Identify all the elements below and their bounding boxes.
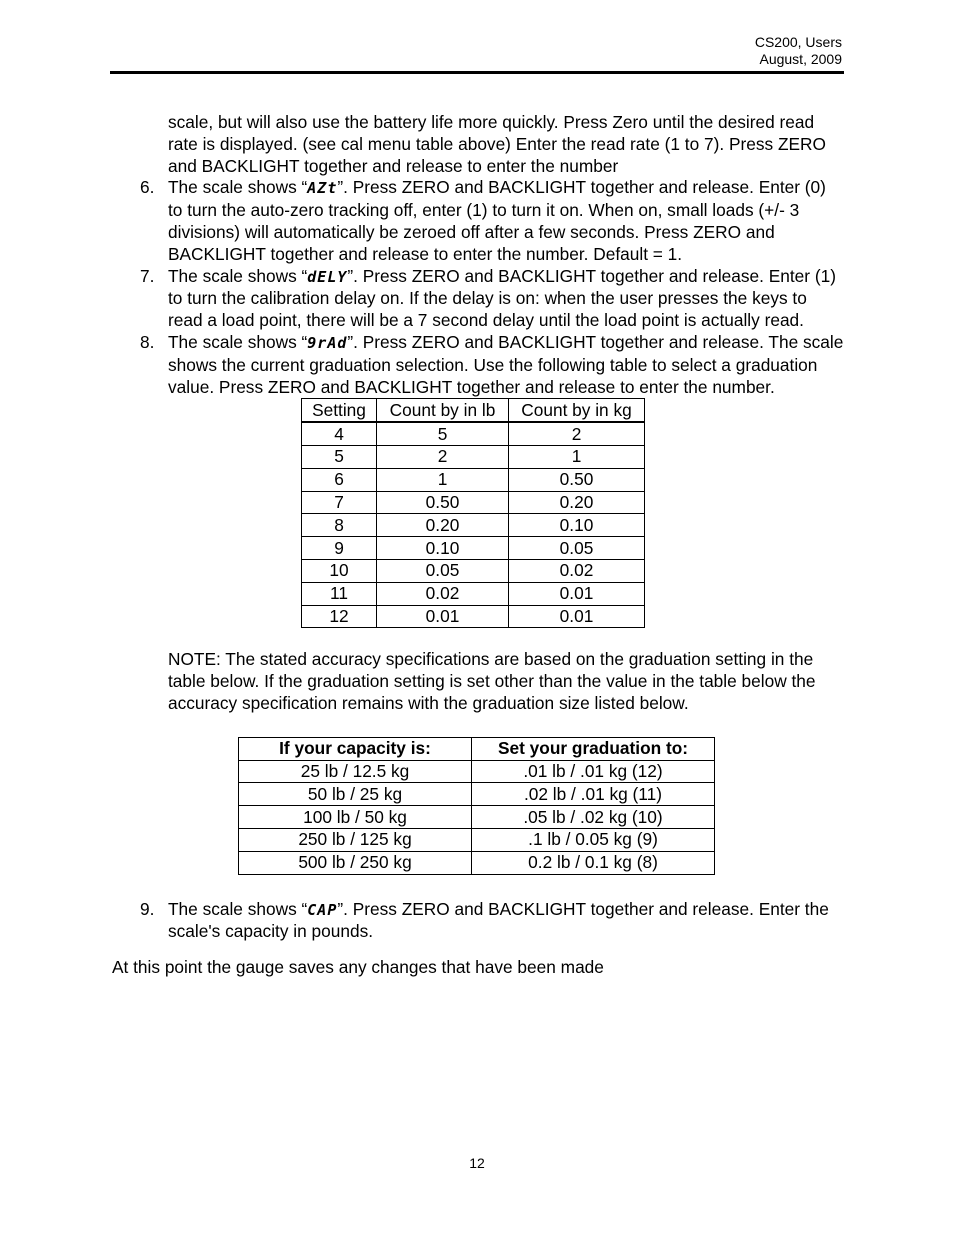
table-cell: .01 lb / .01 kg (12)	[472, 760, 715, 783]
step-text-before: The scale shows “	[168, 177, 308, 198]
table-cell: 0.02	[377, 582, 509, 605]
table-cell: 10	[302, 559, 377, 582]
table-cell: 7	[302, 491, 377, 514]
table-cell: 0.10	[377, 537, 509, 560]
table-row	[302, 422, 645, 445]
table-cell: 4	[302, 422, 377, 445]
page-number: 12	[469, 1155, 485, 1171]
step-6	[140, 177, 844, 265]
table-row	[302, 468, 645, 491]
page-header	[755, 34, 842, 68]
step-number: 6.	[140, 177, 155, 198]
table-cell: 9	[302, 537, 377, 560]
table-cell: 0.01	[509, 582, 645, 605]
table-cell: 0.50	[509, 468, 645, 491]
column-header: Setting	[302, 399, 377, 422]
step-text-after: ”. Press ZERO and BACKLIGHT together and release. Enter (0) to turn the auto-zero tracking off, enter (1) to turn it on. When on, small loads (+/- 3 divisions) will automatically be zeroed off after a few seconds. Press ZERO and BACKLIGHT together and release to enter the number. Default = 1.	[168, 177, 826, 264]
table-cell: 0.02	[509, 559, 645, 582]
table-cell: 0.50	[377, 491, 509, 514]
step-text-before: The scale shows “	[168, 265, 308, 286]
step-number: 8.	[140, 331, 155, 352]
step-text-after: ”. Press ZERO and BACKLIGHT together and release. Enter (1) to turn the calibration delay on. If the delay is on: when the user presses the keys to read a load point, there will be a 7 second delay until the load point is actually read.	[168, 265, 836, 331]
table-row	[302, 537, 645, 560]
step-9	[140, 898, 844, 944]
table-row	[302, 445, 645, 468]
table-cell: 0.2 lb / 0.1 kg (8)	[472, 851, 715, 874]
column-header: Set your graduation to:	[472, 737, 715, 760]
step-number: 9.	[140, 898, 155, 919]
table-header-row	[302, 399, 645, 422]
page-content	[112, 112, 844, 979]
table-cell: 50 lb / 25 kg	[239, 783, 472, 806]
table-cell: .02 lb / .01 kg (11)	[472, 783, 715, 806]
header-doc-title: CS200, Users	[754, 34, 842, 50]
column-header: Count by in lb	[377, 399, 509, 422]
table-cell: 100 lb / 50 kg	[239, 806, 472, 829]
capacity-table	[238, 737, 715, 875]
header-date: August, 2009	[759, 51, 842, 67]
table-row	[302, 514, 645, 537]
table-cell: 0.20	[377, 514, 509, 537]
table-row	[302, 582, 645, 605]
table-cell: 0.05	[377, 559, 509, 582]
step-text-after: ”. Press ZERO and BACKLIGHT together and release. Enter the scale's capacity in pounds.	[168, 898, 829, 942]
lcd-code: CAP	[307, 900, 338, 919]
table-cell: 1	[377, 468, 509, 491]
lcd-code: dELY	[307, 267, 348, 286]
closing-paragraph: At this point the gauge saves any changes that have been made	[112, 957, 604, 978]
table-row	[302, 491, 645, 514]
note-paragraph: NOTE: The stated accuracy specifications are based on the graduation setting in the table below. If the graduation setting is set other than the value in the table below the accuracy specification remains with the graduation size listed below.	[168, 649, 816, 713]
table-row	[302, 605, 645, 628]
intro-paragraph: scale, but will also use the battery life more quickly. Press Zero until the desired read rate is displayed. (see cal menu table above) Enter the read rate (1 to 7). Press ZERO and BACKLIGHT together and release to enter the number	[168, 112, 826, 176]
table-cell: 12	[302, 605, 377, 628]
table-cell: 0.01	[377, 605, 509, 628]
table-row	[239, 806, 715, 829]
table-cell: 5	[377, 422, 509, 445]
column-header: Count by in kg	[509, 399, 645, 422]
table-cell: .1 lb / 0.05 kg (9)	[472, 828, 715, 851]
column-header: If your capacity is:	[239, 737, 472, 760]
table-header-row	[239, 737, 715, 760]
step-7	[140, 265, 844, 332]
lcd-code: 9rAd	[307, 333, 348, 352]
table-cell: 11	[302, 582, 377, 605]
table-cell: 6	[302, 468, 377, 491]
table-cell: 1	[509, 445, 645, 468]
table-cell: 0.05	[509, 537, 645, 560]
table-cell: 250 lb / 125 kg	[239, 828, 472, 851]
table-row	[302, 559, 645, 582]
table-row	[239, 760, 715, 783]
table-cell: 2	[509, 422, 645, 445]
graduation-table	[301, 398, 645, 628]
table-cell: 0.01	[509, 605, 645, 628]
table-row	[239, 851, 715, 874]
table-cell: 8	[302, 514, 377, 537]
step-number: 7.	[140, 265, 155, 286]
step-text-before: The scale shows “	[168, 898, 308, 919]
step-8	[140, 331, 844, 398]
table-cell: .05 lb / .02 kg (10)	[472, 806, 715, 829]
lcd-code: AZt	[307, 179, 338, 198]
table-row	[239, 783, 715, 806]
table-cell: 500 lb / 250 kg	[239, 851, 472, 874]
table-cell: 25 lb / 12.5 kg	[239, 760, 472, 783]
header-rule	[110, 71, 844, 74]
table-row	[239, 828, 715, 851]
step-text-after: ”. Press ZERO and BACKLIGHT together and release. The scale shows the current graduation selection. Use the following table to select a graduation value. Press ZERO and BACKLIGHT together and release to enter the number.	[168, 331, 844, 397]
table-cell: 0.10	[509, 514, 645, 537]
table-cell: 5	[302, 445, 377, 468]
step-text-before: The scale shows “	[168, 331, 308, 352]
table-cell: 2	[377, 445, 509, 468]
table-cell: 0.20	[509, 491, 645, 514]
